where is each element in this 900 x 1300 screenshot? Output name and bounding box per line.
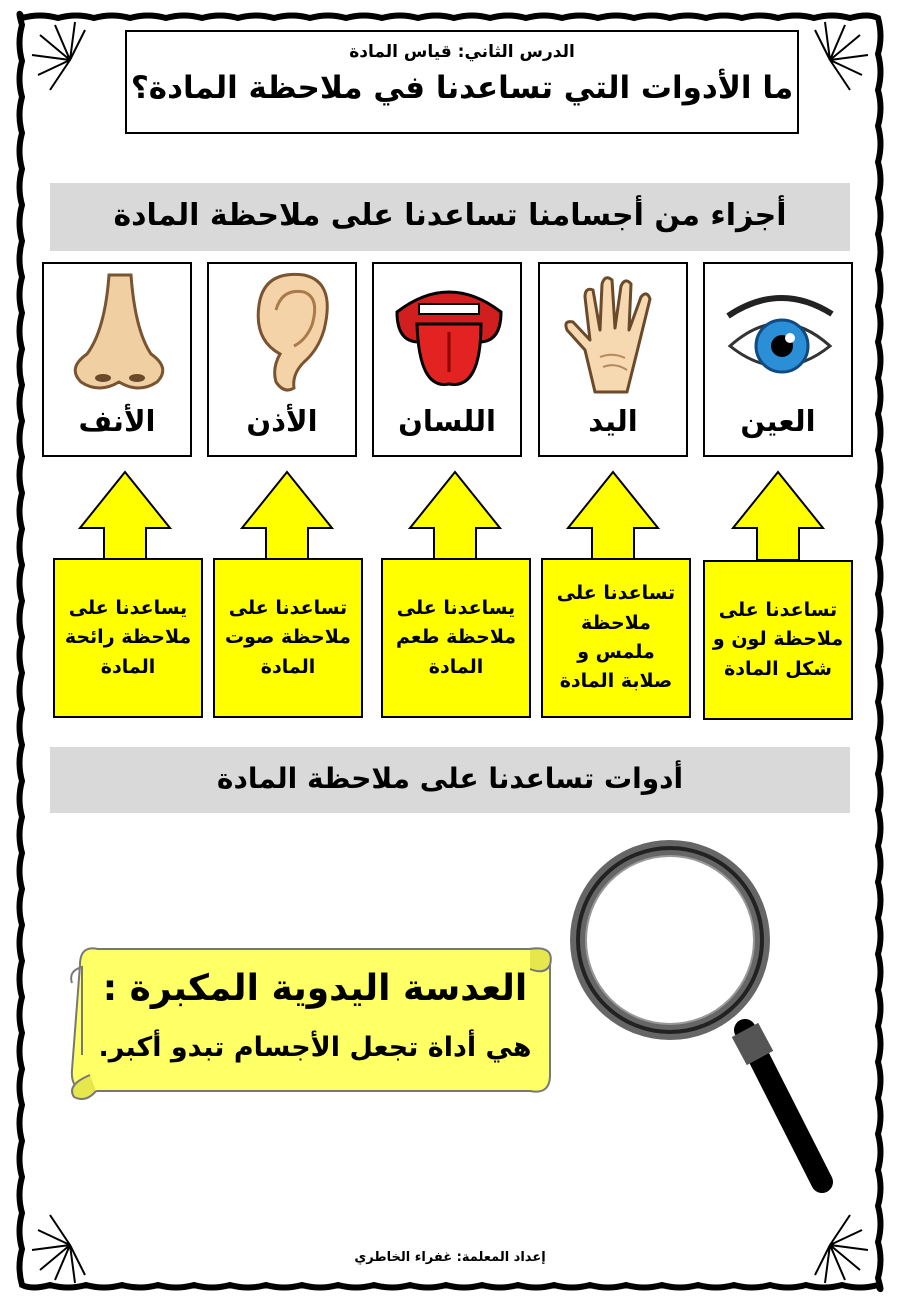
arrow-up-eye xyxy=(703,470,853,562)
tool-name: العدسة اليدوية المكبرة : xyxy=(102,968,528,1009)
card-label-nose: الأنف xyxy=(78,404,156,438)
arrow-up-hand xyxy=(538,470,688,562)
ear-icon xyxy=(224,270,344,395)
card-label-tongue: اللسان xyxy=(398,404,496,438)
eye-icon xyxy=(720,276,840,386)
note-eye: تساعدنا على ملاحظة لون و شكل المادة xyxy=(703,560,853,720)
lesson-title: ما الأدوات التي تساعدنا في ملاحظة المادة؟ xyxy=(130,70,794,106)
nose-icon xyxy=(59,270,179,395)
hand-icon xyxy=(555,272,675,397)
arrow-up-nose xyxy=(50,470,200,562)
tools-heading: أدوات تساعدنا على ملاحظة المادة xyxy=(50,747,850,813)
body-parts-heading: أجزاء من أجسامنا تساعدنا على ملاحظة المادة xyxy=(50,183,850,251)
magnifying-glass-icon xyxy=(560,830,850,1200)
tongue-icon xyxy=(389,272,509,387)
card-label-eye: العين xyxy=(740,404,816,438)
card-tongue xyxy=(372,262,522,457)
note-hand: تساعدنا على ملاحظة ملمس و صلابة المادة xyxy=(541,558,691,718)
note-tongue: يساعدنا على ملاحظة طعم المادة xyxy=(381,558,531,718)
teacher-credit: إعداد المعلمة: غفراء الخاطري xyxy=(354,1250,546,1265)
lesson-title-box xyxy=(125,30,799,134)
card-ear xyxy=(207,262,357,457)
note-ear: تساعدنا على ملاحظة صوت المادة xyxy=(213,558,363,718)
note-nose: يساعدنا على ملاحظة رائحة المادة xyxy=(53,558,203,718)
card-hand xyxy=(538,262,688,457)
arrow-up-ear xyxy=(212,470,362,562)
lesson-subtitle: الدرس الثاني: قياس المادة xyxy=(349,42,575,62)
scroll-banner xyxy=(60,935,560,1110)
arrow-up-tongue xyxy=(380,470,530,562)
card-label-hand: اليد xyxy=(588,404,638,438)
card-eye xyxy=(703,262,853,457)
tool-definition: هي أداة تجعل الأجسام تبدو أكبر. xyxy=(98,1032,532,1063)
card-label-ear: الأذن xyxy=(246,404,318,438)
card-nose xyxy=(42,262,192,457)
